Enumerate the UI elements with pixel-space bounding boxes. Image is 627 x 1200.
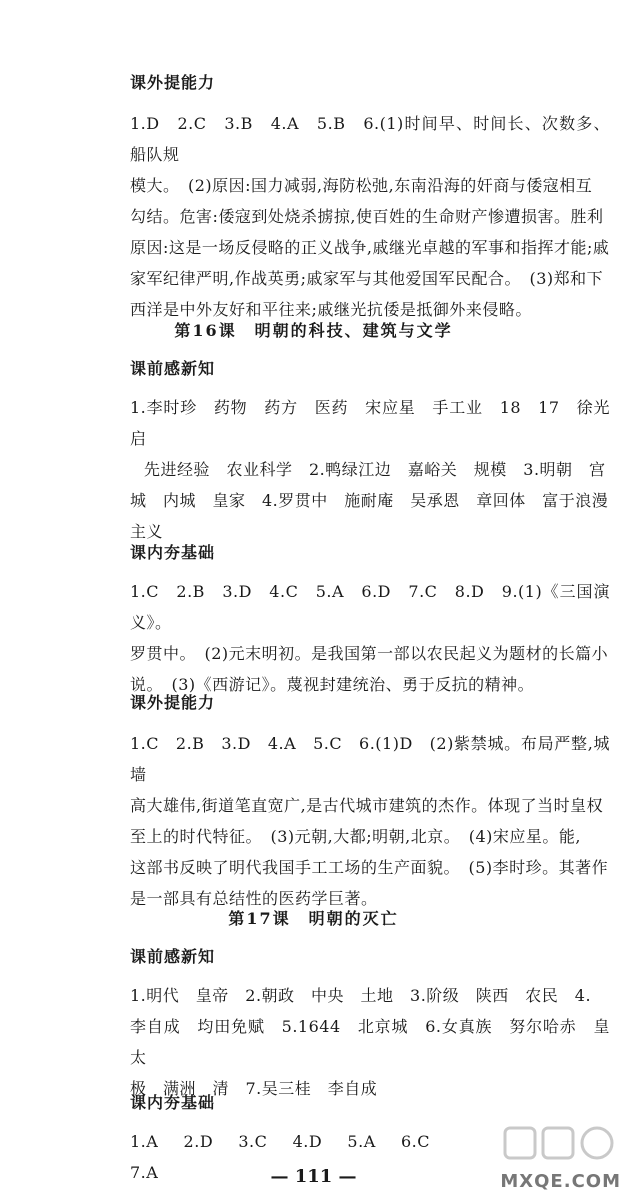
answer-block <box>130 576 610 700</box>
text-line: 1.明代 皇帝 2.朝政 中央 土地 3.阶级 陕西 农民 4. <box>130 986 592 1005</box>
section-heading: 课前感新知 <box>130 359 216 378</box>
text-line: 模大。 (2)原因:国力减弱,海防松弛,东南沿海的奸商与倭寇相互 <box>130 176 593 195</box>
text-line: 原因:这是一场反侵略的正义战争,戚继光卓越的军事和指挥才能;戚 <box>130 238 610 257</box>
text-line: 主义 <box>130 522 164 541</box>
text-line: 罗贯中。 (2)元末明初。是我国第一部以农民起义为题材的长篇小 <box>130 644 609 663</box>
text-line: 西洋是中外友好和平往来;戚继光抗倭是抵御外来侵略。 <box>130 300 532 319</box>
text-line: 1.A 2.D 3.C 4.D 5.A 6.C 7.A <box>130 1132 447 1182</box>
section-heading: 课外提能力 <box>130 693 216 712</box>
answer-paragraph <box>130 108 610 325</box>
watermark-text: MXQE.COM <box>500 1171 621 1192</box>
text-line: 说。 (3)《西游记》。蔑视封建统治、勇于反抗的精神。 <box>130 675 535 694</box>
text-line: 高大雄伟,街道笔直宽广,是古代城市建筑的杰作。体现了当时皇权 <box>130 796 604 815</box>
text-line: 李自成 均田免赋 5.1644 北京城 6.女真族 努尔哈赤 皇太 <box>130 1017 610 1067</box>
text-line: 勾结。危害:倭寇到处烧杀掳掠,使百姓的生命财产惨遭损害。胜利 <box>130 207 604 226</box>
text-line: 1.C 2.B 3.D 4.A 5.C 6.(1)D (2)紫禁城。布局严整,城墙 <box>130 734 610 784</box>
text-line: 至上的时代特征。 (3)元朝,大都;明朝,北京。 (4)宋应星。能, <box>130 827 581 846</box>
text-line: 1.C 2.B 3.D 4.C 5.A 6.D 7.C 8.D 9.(1)《三国演义》。 <box>130 582 610 632</box>
text-line: 极 满洲 清 7.吴三桂 李自成 <box>130 1079 378 1098</box>
section-heading: 课前感新知 <box>130 947 216 966</box>
text-line: 城 内城 皇家 4.罗贯中 施耐庵 吴承恩 章回体 富于浪漫 <box>130 491 609 510</box>
section-heading: 课内夯基础 <box>130 543 216 562</box>
text-line: 1.D 2.C 3.B 4.A 5.B 6.(1)时间早、时间长、次数多、船队规 <box>130 114 610 164</box>
answer-paragraph <box>130 392 610 547</box>
lesson-title: 第17课 明朝的灭亡 <box>228 909 399 928</box>
text-line: 先进经验 农业科学 2.鸭绿江边 嘉峪关 规模 3.明朝 宫 <box>144 460 606 479</box>
answer-block <box>130 728 610 914</box>
answer-paragraph <box>130 728 610 914</box>
answer-paragraph <box>130 576 610 700</box>
text-line: 是一部具有总结性的医药学巨著。 <box>130 889 378 908</box>
answer-block <box>130 392 610 547</box>
text-line: 这部书反映了明代我国手工工场的生产面貌。 (5)李时珍。其著作 <box>130 858 609 877</box>
answer-block <box>130 108 610 325</box>
text-line: 家军纪律严明,作战英勇;戚家军与其他爱国军民配合。 (3)郑和下 <box>130 269 604 288</box>
text-line: 1.李时珍 药物 药方 医药 宋应星 手工业 18 17 徐光启 <box>130 398 610 448</box>
answer-paragraph <box>130 980 610 1104</box>
lesson-title: 第16课 明朝的科技、建筑与文学 <box>174 321 453 340</box>
section-heading: 课外提能力 <box>130 73 216 92</box>
section-heading: 课内夯基础 <box>130 1093 216 1112</box>
page-number: — 111 — <box>270 1166 357 1187</box>
answer-block <box>130 980 610 1104</box>
